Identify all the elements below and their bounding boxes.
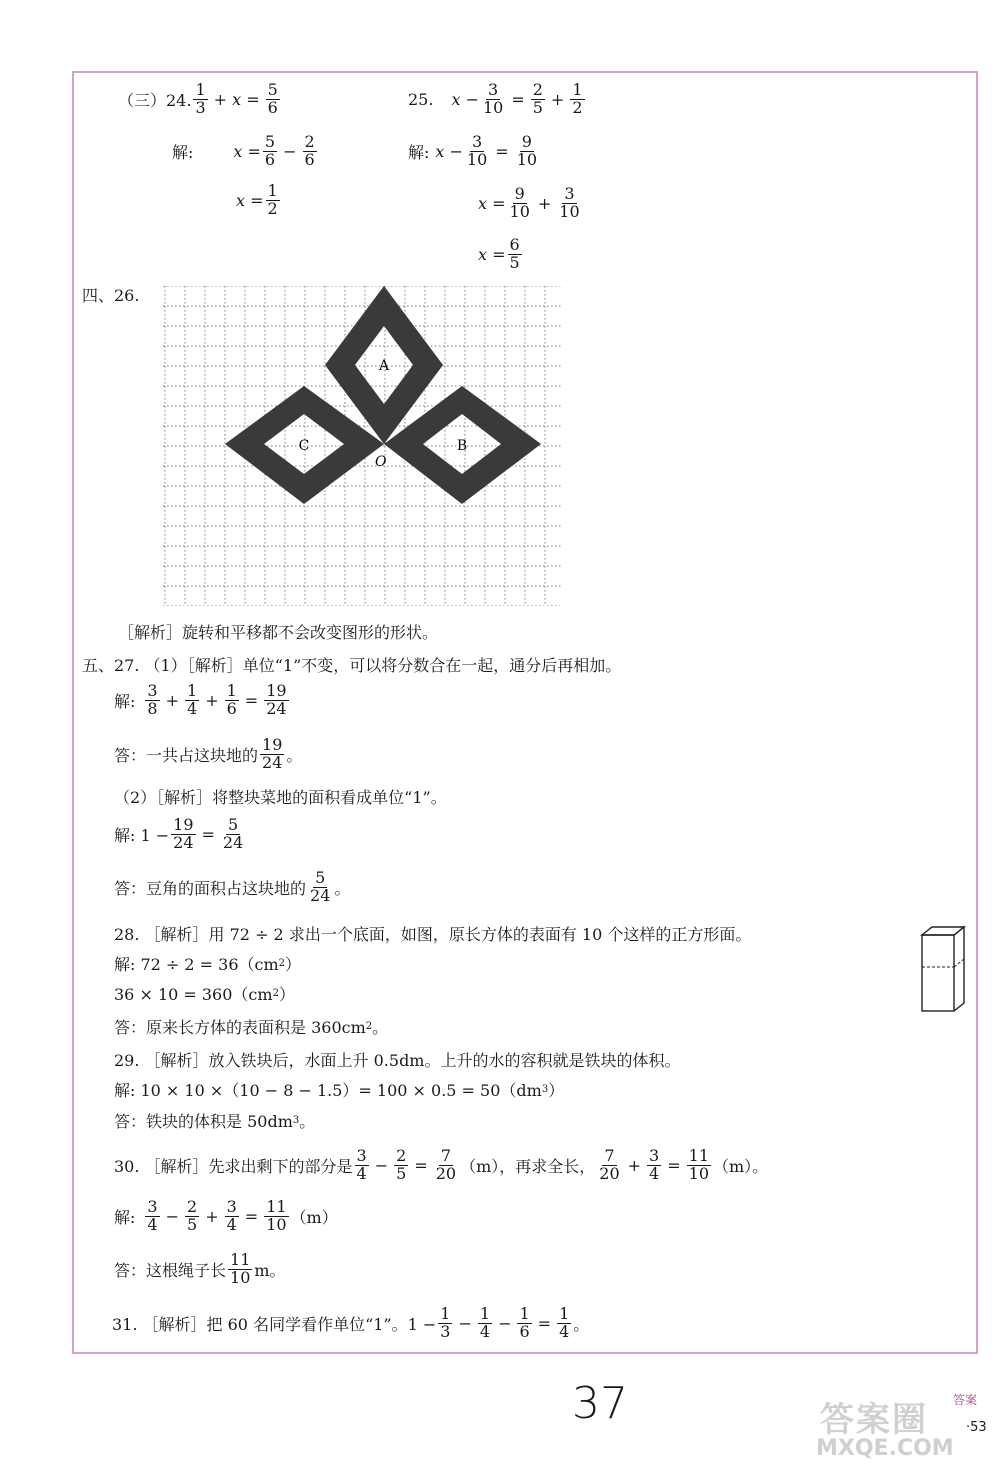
fraction: $\frac{7}{20}$ bbox=[435, 1146, 457, 1183]
fraction: $\frac{1}{3}$ bbox=[195, 80, 206, 117]
q30-head: 30. ［解析］先求出剩下的部分是 $\frac{3}{4}$ − $\frac{2}{5}$ = $\frac{7}{20}$ （m），再求全长， $\frac{7}{20}$ + $\frac{3}{4}$ = $\frac{11}{10}$ （m）。 bbox=[114, 1146, 769, 1183]
fraction: $\frac{19}{24}$ bbox=[262, 735, 283, 772]
label-b: B bbox=[456, 438, 468, 454]
fraction: $\frac{1}{6}$ bbox=[226, 681, 237, 718]
fraction: $\frac{3}{4}$ bbox=[147, 1197, 158, 1234]
q29-head: 29. ［解析］放入铁块后，水面上升 0.5dm。上升的水的容积就是铁块的体积。 bbox=[114, 1051, 681, 1070]
page-border-bottom bbox=[72, 1352, 978, 1354]
answer-tag: 答案 bbox=[953, 1393, 978, 1407]
fraction: $\frac{5}{6}$ bbox=[267, 80, 278, 117]
q28-head: 28. ［解析］用 72 ÷ 2 求出一个底面，如图，原长方体的表面有 10 个这样的正方形面。 bbox=[114, 925, 752, 944]
fraction: $\frac{5}{24}$ bbox=[222, 815, 244, 852]
q30-solution: 解: $\frac{3}{4}$ − $\frac{2}{5}$ + $\frac{3}{4}$ = $\frac{11}{10}$ （m） bbox=[114, 1197, 338, 1234]
fraction: $\frac{19}{24}$ bbox=[266, 681, 287, 718]
fraction: $\frac{1}{2}$ bbox=[572, 80, 583, 117]
fraction: $\frac{3}{10}$ bbox=[559, 184, 580, 221]
fraction: $\frac{3}{10}$ bbox=[482, 80, 504, 117]
label-c: C bbox=[298, 438, 310, 454]
label-a: A bbox=[378, 358, 390, 374]
watermark-url: MXQE.COM bbox=[816, 1436, 954, 1461]
q26-note: ［解析］旋转和平移都不会改变图形的形状。 bbox=[118, 623, 439, 642]
q27-answer2: 答：豆角的面积占这块地的 $\frac{5}{24}$ 。 bbox=[114, 868, 351, 905]
q27-answer1: 答：一共占这块地的 $\frac{19}{24}$ 。 bbox=[114, 735, 303, 772]
grid-svg bbox=[163, 286, 561, 606]
q25-step1: 解: x − $\frac{3}{10}$ = $\frac{9}{10}$ bbox=[408, 132, 538, 169]
fraction: $\frac{3}{8}$ bbox=[147, 681, 158, 718]
fraction: $\frac{19}{24}$ bbox=[173, 815, 194, 852]
fraction: $\frac{11}{10}$ bbox=[688, 1146, 709, 1183]
fraction: $\frac{6}{5}$ bbox=[509, 235, 520, 272]
fraction: $\frac{1}{4}$ bbox=[187, 681, 198, 718]
q27-head: 五、27. （1）［解析］单位“1”不变，可以将分数合在一起，通分后再相加。 bbox=[82, 656, 622, 675]
q25-step2: x = $\frac{9}{10}$ + $\frac{3}{10}$ bbox=[478, 184, 580, 221]
q28-line1: 解: 72 ÷ 2 = 36（cm 2 ） bbox=[114, 955, 302, 974]
q30-answer: 答：这根绳子长 $\frac{11}{10}$ m。 bbox=[114, 1250, 286, 1287]
fraction: $\frac{1}{4}$ bbox=[479, 1304, 491, 1341]
q24-step2: x = $\frac{1}{2}$ bbox=[236, 181, 278, 218]
fraction: $\frac{3}{4}$ bbox=[649, 1146, 660, 1183]
q29-answer: 答：铁块的体积是 50dm 3 。 bbox=[114, 1112, 316, 1131]
q28-line2: 36 × 10 = 360（cm 2 ） bbox=[114, 985, 295, 1004]
fraction: $\frac{9}{10}$ bbox=[516, 132, 538, 169]
fraction: $\frac{2}{5}$ bbox=[187, 1197, 198, 1234]
q29-line1: 解: 10 × 10 ×（10 − 8 − 1.5）= 100 × 0.5 = 50（dm 3 ） bbox=[114, 1081, 565, 1100]
rotation-grid-figure bbox=[163, 286, 561, 606]
fraction: $\frac{2}{5}$ bbox=[532, 80, 543, 117]
fraction: $\frac{1}{4}$ bbox=[559, 1304, 570, 1341]
page-border-left bbox=[72, 71, 74, 1353]
q26-label: 四、26. bbox=[82, 286, 140, 305]
fraction: $\frac{9}{10}$ bbox=[509, 184, 530, 221]
fraction: $\frac{2}{6}$ bbox=[304, 132, 315, 169]
fraction: $\frac{11}{10}$ bbox=[266, 1197, 287, 1234]
fraction: $\frac{3}{4}$ bbox=[226, 1197, 237, 1234]
q27-part2: （2）［解析］将整块菜地的面积看成单位“1”。 bbox=[114, 788, 447, 807]
q27-solution: 解: $\frac{3}{8}$ + $\frac{1}{4}$ + $\frac{1}{6}$ = $\frac{19}{24}$ bbox=[114, 681, 287, 718]
fraction: $\frac{11}{10}$ bbox=[230, 1250, 251, 1287]
fraction: $\frac{3}{10}$ bbox=[466, 132, 488, 169]
fraction: $\frac{3}{4}$ bbox=[356, 1146, 367, 1183]
q24-step1: 解: x = $\frac{5}{6}$ − $\frac{2}{6}$ bbox=[172, 132, 315, 169]
watermark-logo: 答案圈 bbox=[820, 1400, 928, 1440]
page-border-top bbox=[72, 71, 978, 73]
q25-line: 25. x − $\frac{3}{10}$ = $\frac{2}{5}$ + $\frac{1}{2}$ bbox=[408, 80, 583, 117]
fraction: $\frac{1}{3}$ bbox=[440, 1304, 451, 1341]
fraction: $\frac{1}{2}$ bbox=[267, 181, 278, 218]
handwritten-page-number: 37 bbox=[572, 1378, 628, 1429]
label-origin: O bbox=[375, 454, 387, 470]
cuboid-figure bbox=[920, 925, 966, 1013]
fraction: $\frac{5}{6}$ bbox=[264, 132, 276, 169]
q28-answer: 答：原来长方体的表面积是 360cm 2 。 bbox=[114, 1018, 389, 1037]
q31-head: 31. ［解析］把 60 名同学看作单位“1”。1 − $\frac{1}{3}$ − $\frac{1}{4}$ − $\frac{1}{6}$ = $\frac{1}{4}$ 。 bbox=[112, 1304, 590, 1341]
q27-solution2: 解: 1 − $\frac{19}{24}$ = $\frac{5}{24}$ bbox=[114, 815, 244, 852]
q25-step3: x = $\frac{6}{5}$ bbox=[478, 235, 520, 272]
fraction: $\frac{5}{24}$ bbox=[310, 868, 331, 905]
page-border-right bbox=[976, 71, 978, 1353]
fraction: $\frac{1}{6}$ bbox=[519, 1304, 530, 1341]
q24-line: （三）24. $\frac{1}{3}$ + x = $\frac{5}{6}$ bbox=[118, 80, 278, 117]
fraction: $\frac{7}{20}$ bbox=[599, 1146, 620, 1183]
page-number: ·53 bbox=[966, 1420, 987, 1435]
fraction: $\frac{2}{5}$ bbox=[396, 1146, 407, 1183]
